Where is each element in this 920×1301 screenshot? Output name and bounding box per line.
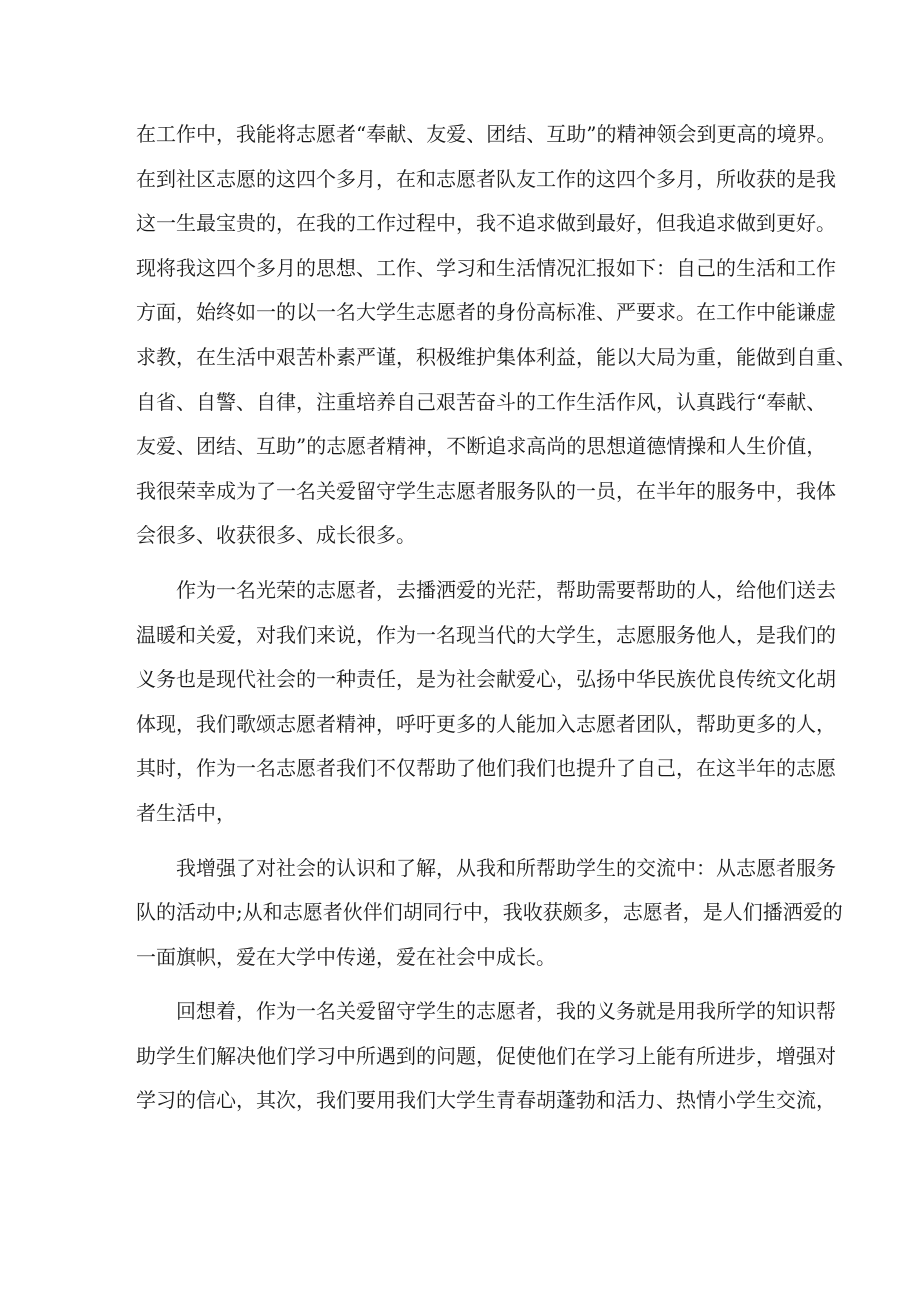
paragraph-2 xyxy=(136,568,836,836)
text-line: 队的活动中;从和志愿者伙伴们胡同行中，我收获颇多，志愿者，是人们播洒爱的 xyxy=(136,900,843,925)
text-line: 自省、自警、自律，注重培养自己艰苦奋斗的工作生活作风，认真践行“奉献、 xyxy=(136,389,827,414)
paragraph-4 xyxy=(136,989,836,1123)
text-line: 学习的信心，其次，我们要用我们大学生青春胡蓬勃和活力、热情小学生交流， xyxy=(136,1088,836,1113)
text-line: 求教，在生活中艰苦朴素严谨，积极维护集体利益，能以大局为重，能做到自重、 xyxy=(136,344,856,369)
text-line: 体现，我们歌颂志愿者精神，呼吁更多的人能加入志愿者团队，帮助更多的人， xyxy=(136,711,836,736)
text-line: 友爱、团结、互助”的志愿者精神，不断追求高尚的思想道德情操和人生价值， xyxy=(136,434,827,459)
text-line: 我增强了对社会的认识和了解，从我和所帮助学生的交流中：从志愿者服务 xyxy=(176,855,836,880)
text-line: 助学生们解决他们学习中所遇到的问题，促使他们在学习上能有所进步，增强对 xyxy=(136,1043,836,1068)
text-line: 一面旗帜，爱在大学中传递，爱在社会中成长。 xyxy=(136,944,556,969)
text-line: 其时，作为一名志愿者我们不仅帮助了他们我们也提升了自己，在这半年的志愿 xyxy=(136,756,836,781)
document-body xyxy=(136,112,856,1123)
text-line: 温暖和关爱，对我们来说，作为一名现当代的大学生，志愿服务他人，是我们的 xyxy=(136,622,836,647)
text-line: 义务也是现代社会的一种责任，是为社会献爱心，弘扬中华民族优良传统文化胡 xyxy=(136,667,836,692)
text-line: 我很荣幸成为了一名关爱留守学生志愿者服务队的一员，在半年的服务中，我体 xyxy=(136,478,836,503)
text-line: 这一生最宝贵的，在我的工作过程中，我不追求做到最好，但我追求做到更好。 xyxy=(136,211,836,236)
text-line: 现将我这四个多月的思想、工作、学习和生活情况汇报如下：自己的生活和工作 xyxy=(136,255,836,280)
text-line: 方面，始终如一的以一名大学生志愿者的身份高标准、严要求。在工作中能谦虚 xyxy=(136,300,836,325)
text-line: 在工作中，我能将志愿者“奉献、友爱、团结、互助”的精神领会到更高的境界。 xyxy=(136,122,837,146)
text-line: 作为一名光荣的志愿者，去播洒爱的光茫，帮助需要帮助的人，给他们送去 xyxy=(176,577,836,602)
text-line: 在到社区志愿的这四个多月，在和志愿者队友工作的这四个多月，所收获的是我 xyxy=(136,166,836,191)
text-line: 会很多、收获很多、成长很多。 xyxy=(136,523,416,548)
text-line: 回想着，作为一名关爱留守学生的志愿者，我的义务就是用我所学的知识帮 xyxy=(176,999,836,1024)
paragraph-3 xyxy=(136,846,843,980)
paragraph-1 xyxy=(136,112,856,558)
text-line: 者生活中， xyxy=(136,800,236,825)
